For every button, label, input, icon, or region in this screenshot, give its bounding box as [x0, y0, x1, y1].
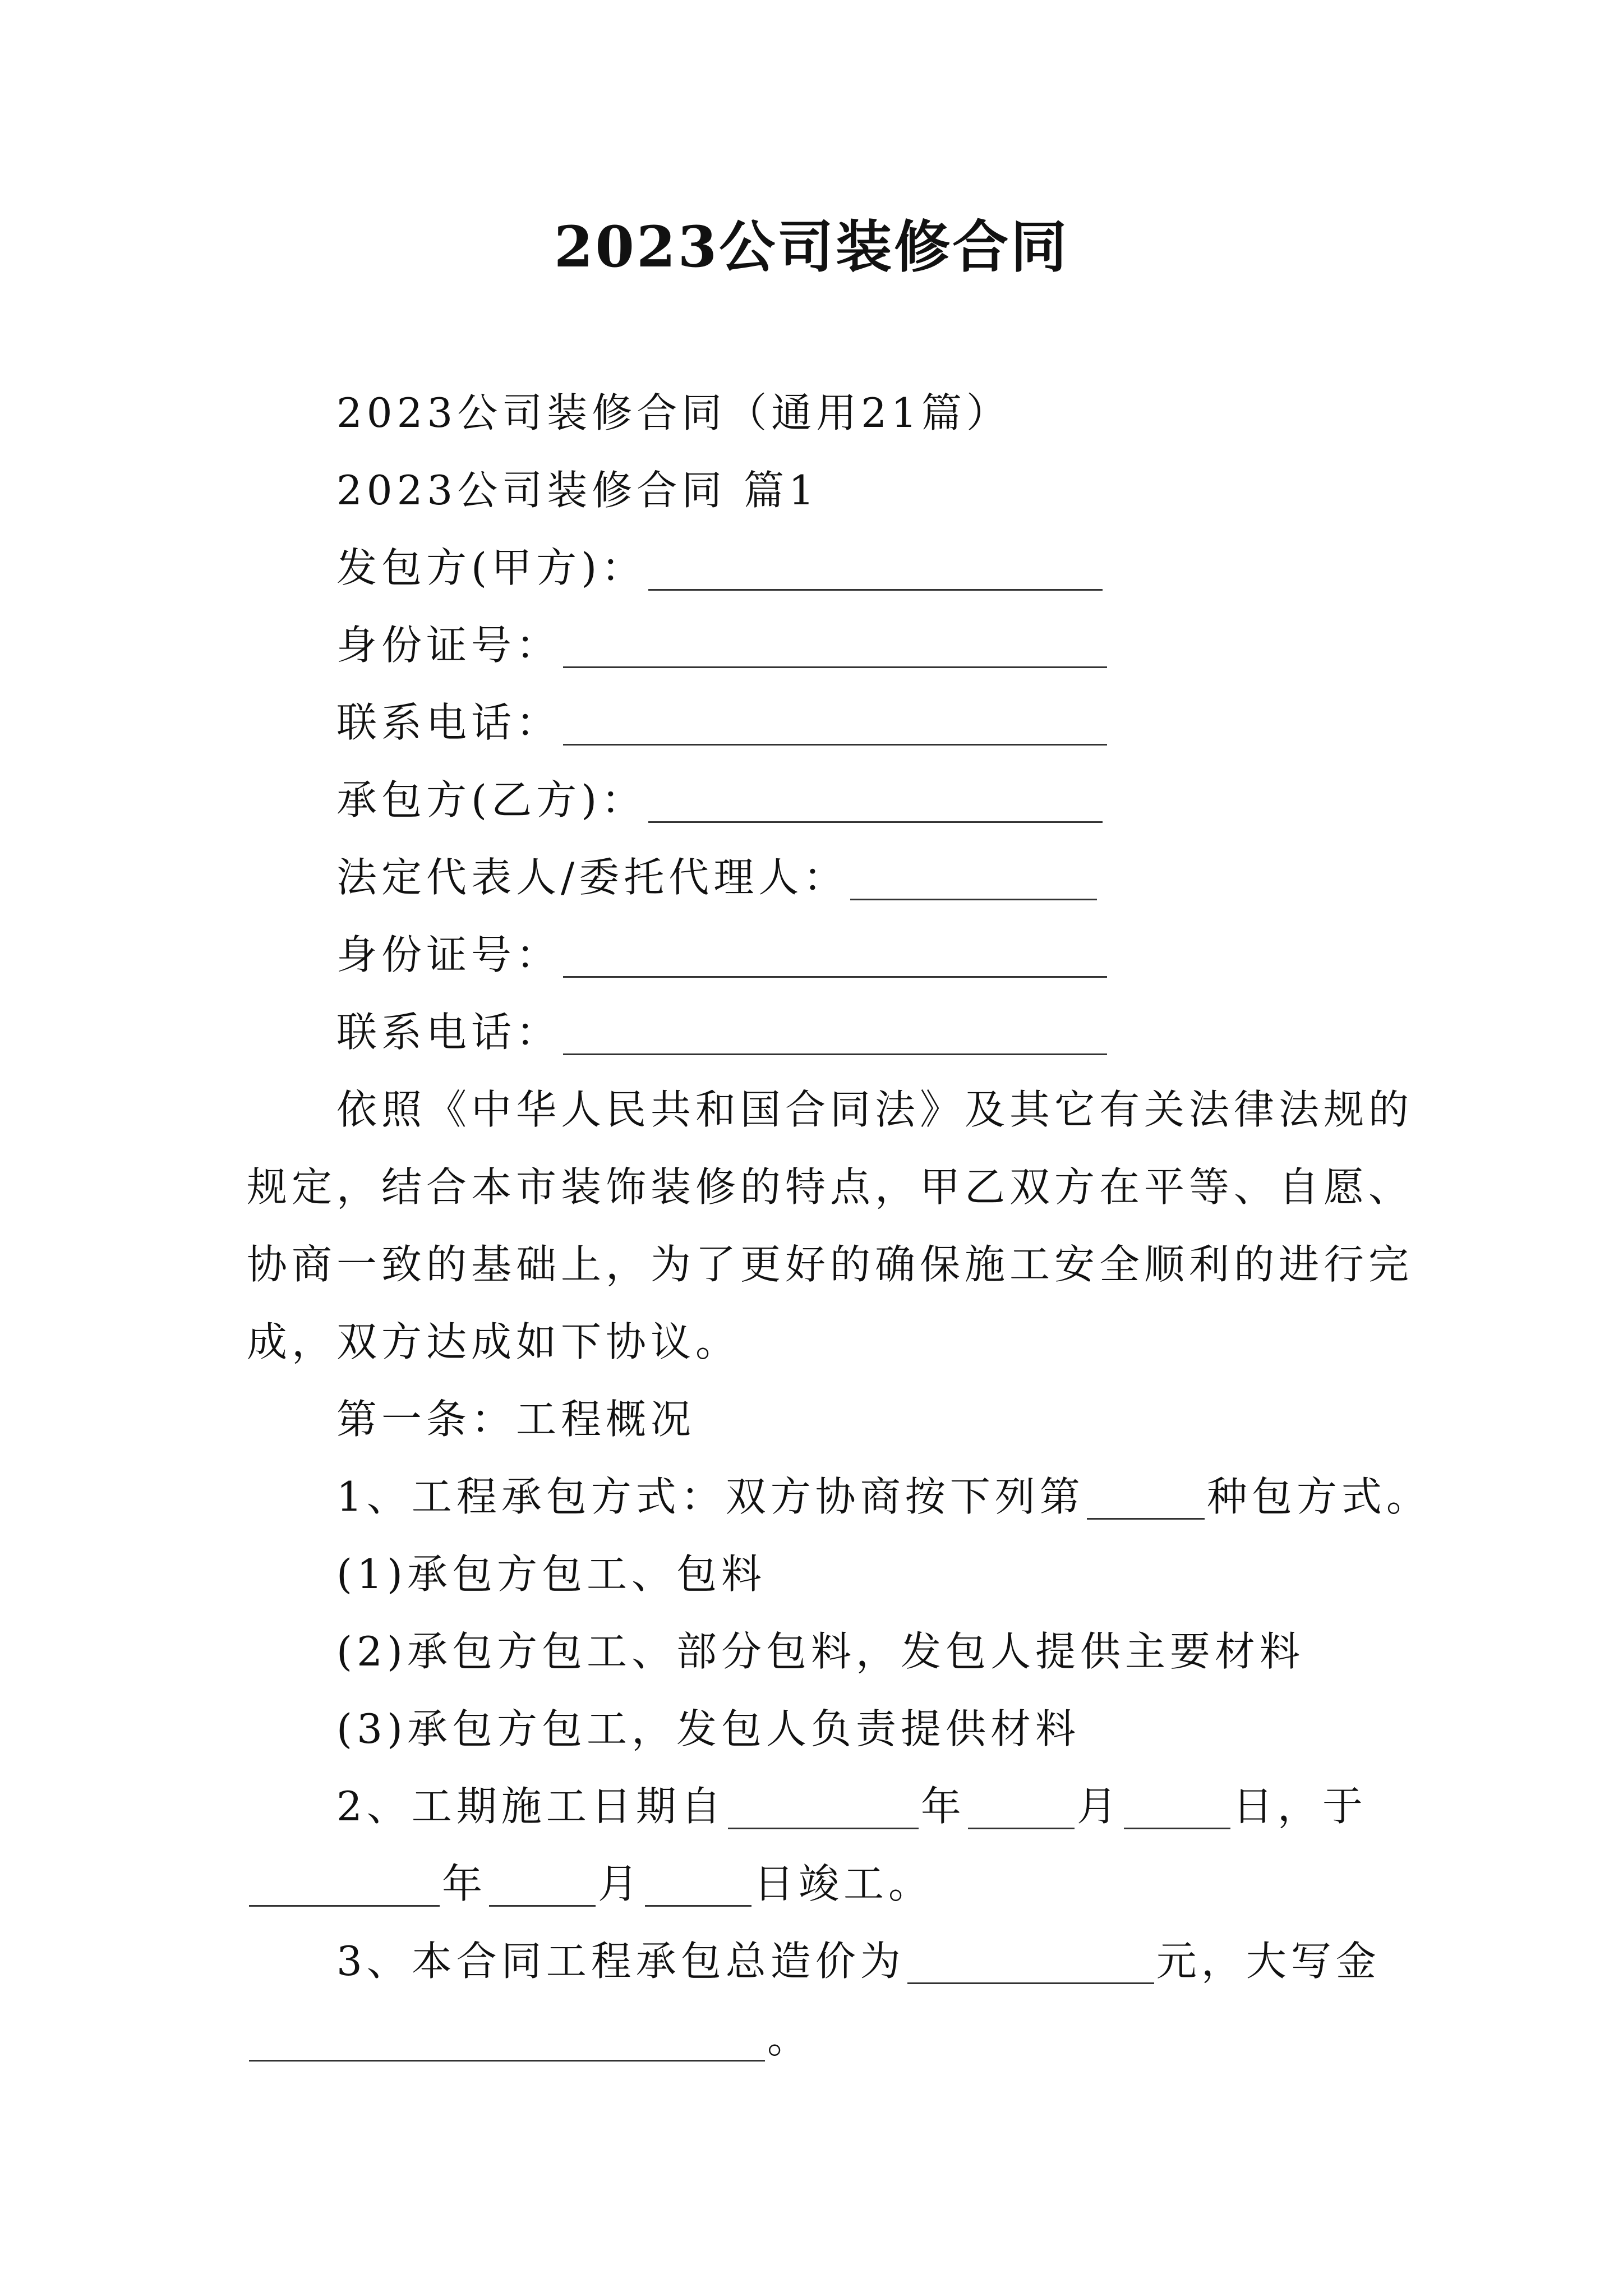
article-1-item-3 [336, 1938, 1381, 1985]
field-phone-a-label: 联系电话： [336, 699, 561, 746]
end-month-label: 月 [598, 1860, 643, 1907]
field-id-number-a-label: 身份证号： [336, 622, 561, 669]
start-day-blank [1124, 1787, 1230, 1829]
intro-line-4: 成，双方达成如下协议。 [247, 1318, 741, 1365]
end-mark: 。 [767, 2015, 813, 2062]
start-month-label: 月 [1076, 1783, 1122, 1830]
end-day-blank [645, 1865, 751, 1907]
phone-a-blank [563, 703, 1107, 746]
field-id-number-a [336, 622, 1109, 669]
field-id-number-b-label: 身份证号： [336, 931, 561, 978]
field-party-b-label: 承包方(乙方)： [336, 776, 647, 823]
intro-line-1: 依照《中华人民共和国合同法》及其它有关法律法规的 [336, 1086, 1414, 1133]
field-phone-b [336, 1009, 1109, 1056]
field-phone-a [336, 699, 1109, 746]
id-number-b-blank [563, 936, 1107, 978]
start-day-label: 日，于 [1232, 1783, 1367, 1830]
phone-b-blank [563, 1013, 1107, 1055]
field-party-a [336, 544, 1105, 591]
start-year-label: 年 [920, 1783, 966, 1830]
item-3-mid: 元，大写金 [1156, 1938, 1381, 1985]
total-price-blank [907, 1942, 1154, 1984]
representative-blank [850, 858, 1097, 900]
option-3: (3)承包方包工，发包人负责提供材料 [336, 1705, 1080, 1752]
field-representative-label: 法定代表人/委托代理人： [336, 854, 849, 901]
completion-label: 日竣工。 [754, 1860, 934, 1907]
start-year-blank [728, 1787, 919, 1829]
party-a-blank [648, 549, 1103, 591]
end-year-label: 年 [442, 1860, 487, 1907]
id-number-a-blank [563, 626, 1107, 668]
item-3-text: 3、本合同工程承包总造价为 [336, 1938, 905, 1985]
intro-line-2: 规定，结合本市装饰装修的特点，甲乙双方在平等、自愿、 [247, 1163, 1414, 1211]
article-1-item-2 [336, 1783, 1367, 1830]
article-1-item-2-cont [247, 1860, 934, 1907]
contract-type-blank [1087, 1478, 1205, 1520]
document-subtitle: 2023公司装修合同（通用21篇） [336, 389, 1011, 436]
start-month-blank [968, 1787, 1075, 1829]
field-party-a-label: 发包方(甲方)： [336, 544, 647, 591]
field-id-number-b [336, 931, 1109, 978]
field-party-b [336, 776, 1105, 823]
amount-in-words-blank [249, 2019, 765, 2062]
option-2: (2)承包方包工、部分包料，发包人提供主要材料 [336, 1628, 1304, 1675]
intro-line-3: 协商一致的基础上，为了更好的确保施工安全顺利的进行完 [247, 1241, 1414, 1288]
end-month-blank [489, 1865, 596, 1907]
article-1-heading: 第一条：工程概况 [336, 1396, 696, 1443]
document-title: 2023公司装修合同 [554, 214, 1069, 280]
item-1-suffix: 种包方式。 [1206, 1473, 1431, 1520]
field-phone-b-label: 联系电话： [336, 1009, 561, 1056]
article-1-item-3-cont [247, 2015, 813, 2062]
field-representative [336, 854, 1099, 901]
end-year-blank [249, 1865, 440, 1907]
party-b-blank [648, 781, 1103, 823]
item-2-text: 2、工期施工日期自 [336, 1783, 726, 1830]
item-1-text: 1、工程承包方式：双方协商按下列第 [336, 1473, 1085, 1520]
article-1-item-1 [336, 1473, 1431, 1520]
option-1: (1)承包方包工、包料 [336, 1550, 766, 1598]
part-heading: 2023公司装修合同 篇1 [336, 467, 819, 514]
